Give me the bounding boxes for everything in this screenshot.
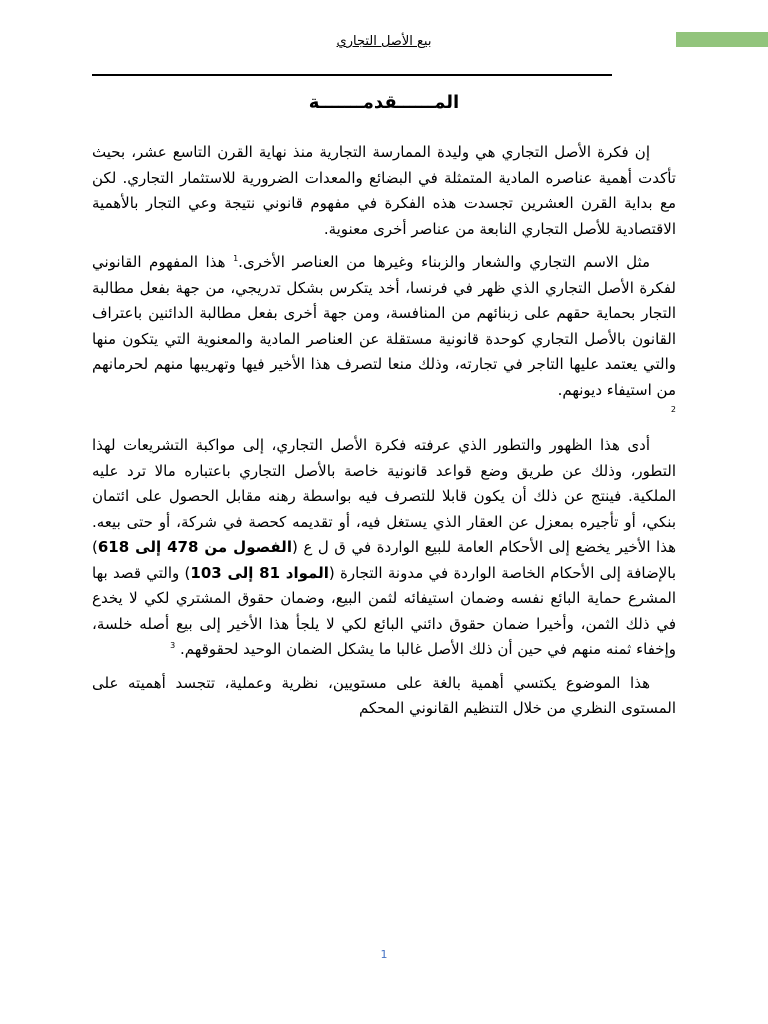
- paragraph-3-part-c: ) بالإضافة إلى الأحكام الخاصة الواردة في مدونة التجارة (: [92, 538, 676, 582]
- footnote-ref-3[interactable]: 3: [170, 641, 176, 650]
- paragraph-3-part-a: أدى هذا الظهور والتطور الذي عرفته فكرة الأصل التجاري، إلى مواكبة التشريعات لهذا التطور، وذلك عن طريق وضع قواعد قانونية خاصة بالأصل التجاري باعتباره مالا ترد عليه الملكية. فينتج عن ذلك أن يكون قابلا للتصرف فيه بواسطة رهنه مقابل الحصول على ائتمان بنكي، أو تأجيره بمعزل عن العقار الذي يستغل فيه، أو تقديمه كحصة في شركة، أو حتى بيعه. هذا الأخير يخضع إلى الأحكام العامة للبيع الواردة في ق ل ع (: [92, 436, 676, 556]
- paragraph-2-text: مثل الاسم التجاري والشعار والزبناء وغيرها من العناصر الأخرى.: [238, 253, 651, 271]
- articles-reference-2: المواد 81 إلى 103: [190, 563, 329, 582]
- paragraph-2: [92, 250, 676, 403]
- header-divider: [92, 74, 612, 76]
- footnote-ref-1[interactable]: 1: [233, 254, 239, 263]
- paragraph-3-part-d: ) والتي قصد بها المشرع حماية البائع نفسه وضمان استيفائه لثمن البيع، وضمان حقوق المشتري لكي لا يخدع في ذلك الثمن، وأخيرا ضمان حقوق دائني البائع لكي لا يلجأ هذا الأخير إلى بيع أصله خلسة، وإخفاء ثمنه منهم في حين أن ذلك الأصل غالبا ما يشكل الضمان الوحيد لحقوقهم.: [92, 563, 676, 658]
- section-title: المــــــقدمـــــــة: [308, 92, 460, 113]
- document-body: [92, 140, 676, 730]
- paragraph-3: [92, 433, 676, 663]
- running-header-title: بيع الأصل التجاري: [336, 34, 432, 49]
- paragraph-1: إن فكرة الأصل التجاري هي وليدة الممارسة التجارية منذ نهاية القرن التاسع عشر، بحيث تأكدت أهمية عناصره المادية المتمثلة في البضائع والمعدات الضرورية للاستثمار التجاري. لكن مع بداية القرن العشرين تجسدت هذه الفكرة في مفهوم قانوني نتيجة وعي التجار بالأهمية الاقتصادية للأصل التجاري النابعة من عناصر أخرى معنوية.: [92, 143, 676, 238]
- paragraph-4: هذا الموضوع يكتسي أهمية بالغة على مستويين، نظرية وعملية، تتجسد أهميته على المستوى النظري من خلال التنظيم القانوني المحكم: [92, 673, 676, 717]
- footnote-ref-2[interactable]: 2: [670, 405, 676, 414]
- page-number: 1: [380, 948, 388, 961]
- paragraph-2-continuation: هذا المفهوم القانوني لفكرة الأصل التجاري الذي ظهر في فرنسا، أخد يتكرس بشكل تدريجي، من جهة بفعل مطالبة التجار بحماية حقهم على زبنائهم من المنافسة، ومن جهة أخرى بفعل مطالبة الدائنين باعتراف القانون بالأصل التجاري كوحدة قانونية مستقلة عن العناصر المادية والمعنوية التي يتكون منها والتي يعتمد عليها التاجر في تجارته، وذلك منعا لتصرف هذا الأخير فيها وتهريبها منهم لحرمانهم من استيفاء ديونهم.: [92, 253, 676, 399]
- articles-reference-1: الفصول من 478 إلى 618: [97, 538, 292, 556]
